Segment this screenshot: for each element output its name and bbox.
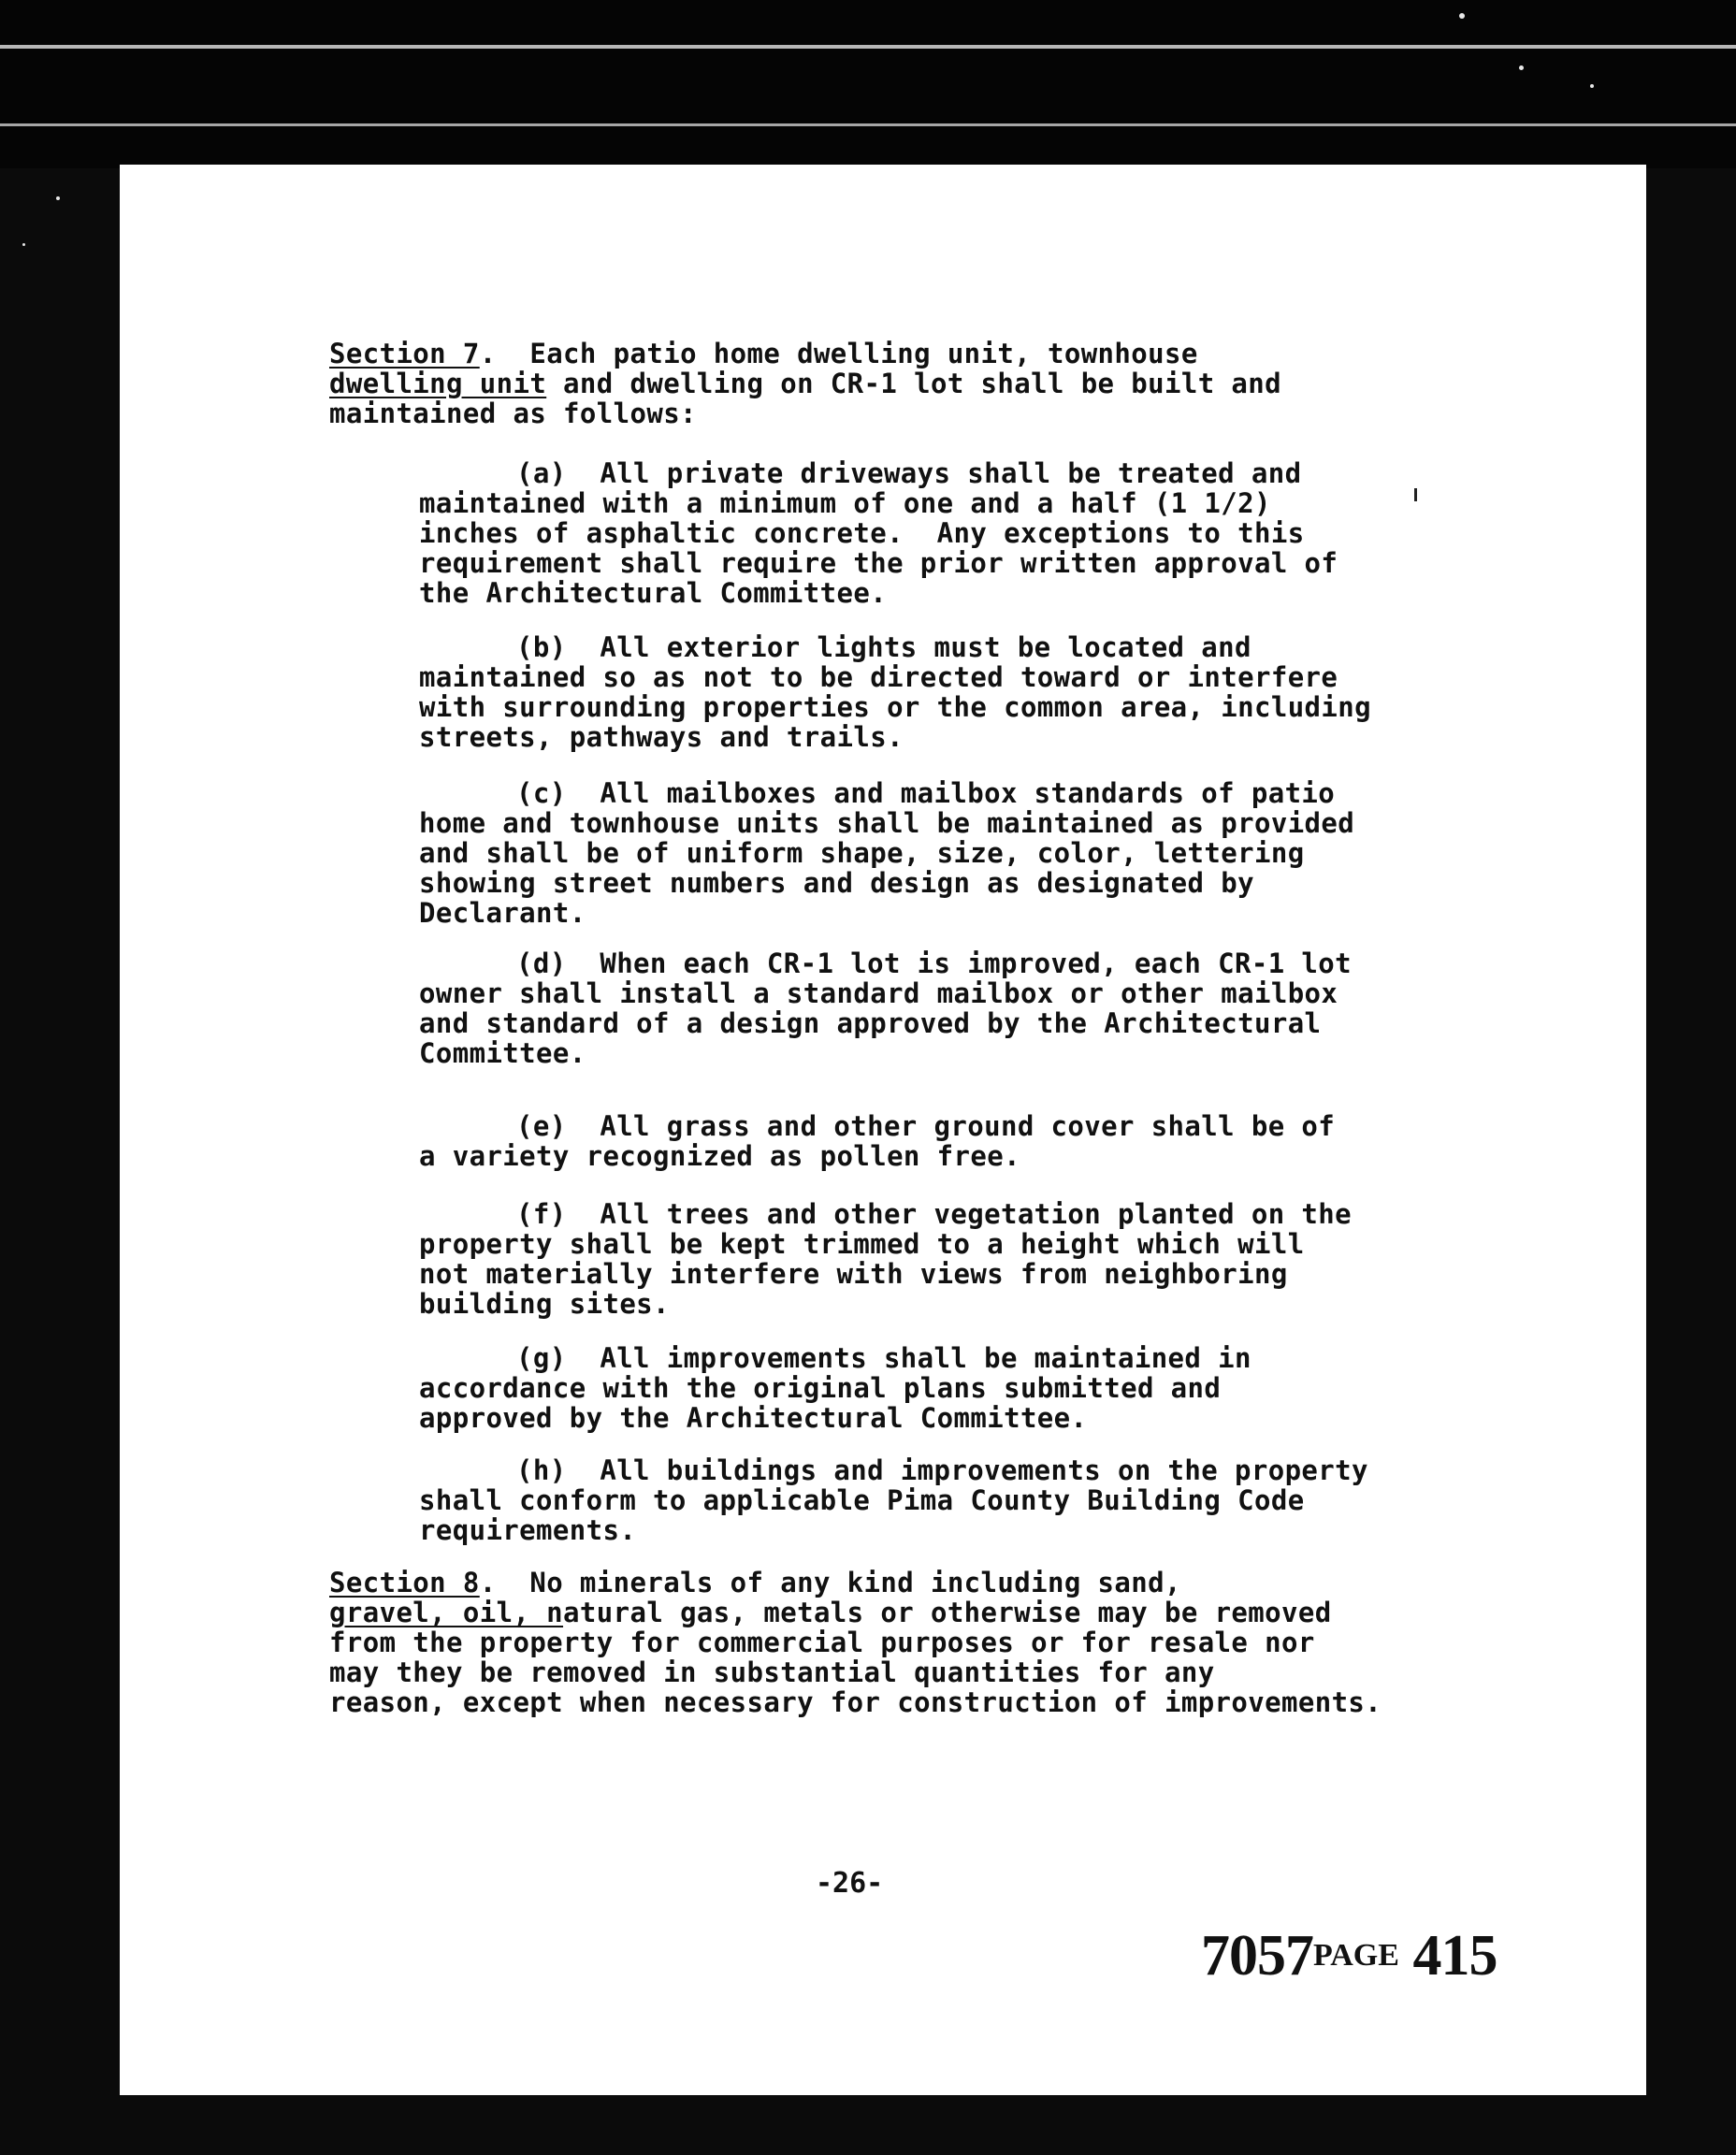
item-label: (h) (516, 1454, 567, 1486)
item-first-line: (g) All improvements shall be maintained in (516, 1342, 1251, 1374)
item-label: (g) (516, 1342, 567, 1374)
item-line: accordance with the original plans submitted and (419, 1372, 1222, 1404)
item-line: maintained with a minimum of one and a half (1 1/2) (419, 487, 1271, 519)
scan-speck (1519, 65, 1524, 70)
item-line: requirement shall require the prior written approval of (419, 547, 1338, 579)
item-label: (c) (516, 777, 567, 809)
item-line: streets, pathways and trails. (419, 721, 904, 753)
item-line: home and townhouse units shall be maintained as provided (419, 807, 1355, 839)
item-line: building sites. (419, 1288, 670, 1320)
section7-line1: Section 7. Each patio home dwelling unit, townhouse (329, 338, 1198, 369)
item-line: not materially interfere with views from neighboring (419, 1258, 1288, 1290)
section8-line4: may they be removed in substantial quantities for any (329, 1656, 1215, 1688)
item-first-line: (d) When each CR-1 lot is improved, each CR-1 lot (516, 947, 1353, 979)
item-line: owner shall install a standard mailbox or other mailbox (419, 977, 1338, 1009)
item-line: with surrounding properties or the common area, including (419, 691, 1371, 723)
item-line: Declarant. (419, 897, 586, 929)
item-label: (f) (516, 1198, 567, 1230)
section7-line2: dwelling unit and dwelling on CR-1 lot shall be built and (329, 368, 1282, 399)
item-line: showing street numbers and design as designated by (419, 867, 1254, 899)
item-line: Committee. (419, 1037, 586, 1069)
section8-line5: reason, except when necessary for construction of improvements. (329, 1686, 1382, 1718)
item-label: (d) (516, 947, 567, 979)
item-first-line: (h) All buildings and improvements on the property (516, 1454, 1368, 1486)
item-first-line: (f) All trees and other vegetation planted on the (516, 1198, 1353, 1230)
item-label: (e) (516, 1110, 567, 1142)
recording-stamp: 7057PAGE 415 (1201, 1924, 1497, 1988)
item-first-line: (b) All exterior lights must be located and (516, 631, 1251, 663)
scan-speck (22, 243, 25, 246)
item-line: requirements. (419, 1514, 637, 1546)
scan-speck (56, 196, 60, 200)
item-line: property shall be kept trimmed to a height which will (419, 1228, 1305, 1260)
scan-speck (1590, 84, 1594, 88)
item-line: and shall be of uniform shape, size, color, lettering (419, 837, 1305, 869)
item-line: maintained so as not to be directed toward or interfere (419, 661, 1338, 693)
item-label: (b) (516, 631, 567, 663)
section7-line3: maintained as follows: (329, 398, 697, 429)
section8-line3: from the property for commercial purposes or for resale nor (329, 1627, 1315, 1658)
scan-border-top (0, 0, 1736, 168)
section7-heading: Section 7 (329, 338, 480, 369)
item-line: approved by the Architectural Committee. (419, 1402, 1088, 1434)
scan-speck (1459, 13, 1465, 19)
item-first-line: (c) All mailboxes and mailbox standards of patio (516, 777, 1336, 809)
scan-artifact-line (0, 123, 1736, 126)
item-line: and standard of a design approved by the Architectural (419, 1007, 1322, 1039)
section8-line2: gravel, oil, natural gas, metals or otherwise may be removed (329, 1597, 1332, 1628)
item-line: shall conform to applicable Pima County Building Code (419, 1484, 1305, 1516)
section8-line1: Section 8. No minerals of any kind including sand, (329, 1567, 1181, 1598)
item-first-line: (e) All grass and other ground cover shall be of (516, 1110, 1336, 1142)
item-line: inches of asphaltic concrete. Any exceptions to this (419, 517, 1305, 549)
item-line: the Architectural Committee. (419, 577, 888, 609)
item-line: a variety recognized as pollen free. (419, 1140, 1020, 1172)
item-first-line: (a) All private driveways shall be treated and (516, 457, 1302, 489)
section8-heading: Section 8 (329, 1567, 480, 1598)
item-label: (a) (516, 457, 567, 489)
scan-artifact-line (0, 45, 1736, 49)
page-number: -26- (816, 1867, 884, 1900)
